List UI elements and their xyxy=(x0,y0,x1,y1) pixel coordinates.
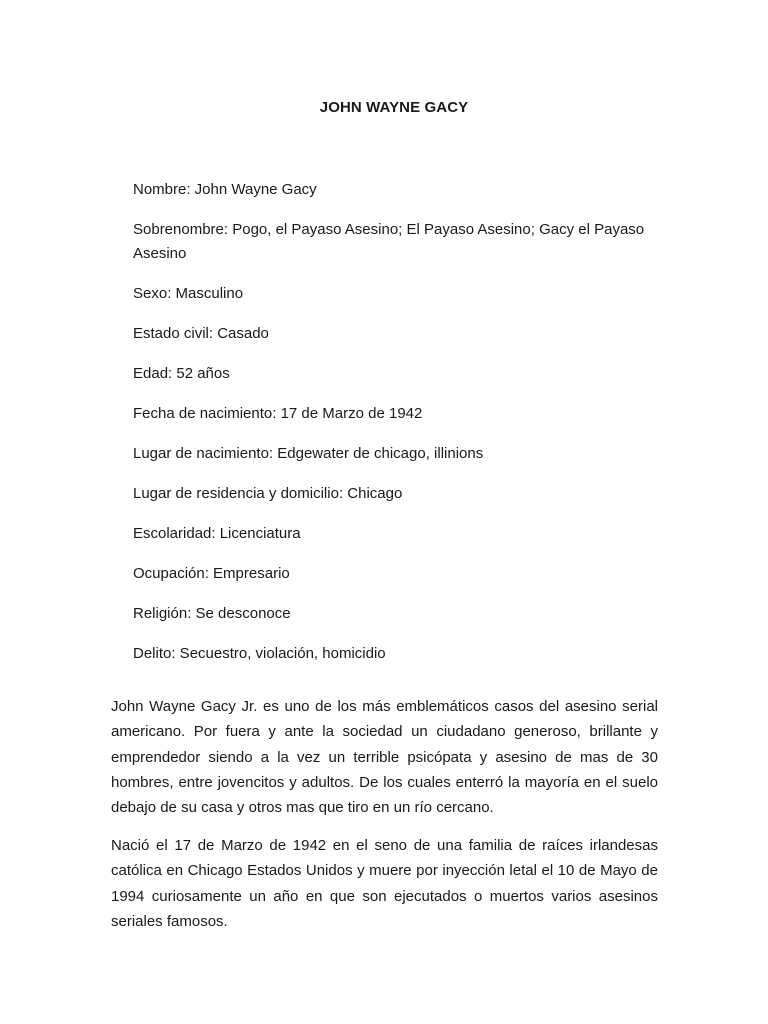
profile-field-list xyxy=(133,178,663,682)
field-sobrenombre: Sobrenombre: Pogo, el Payaso Asesino; El Payaso Asesino; Gacy el Payaso Asesino xyxy=(133,221,645,262)
body-paragraph-2: Nació el 17 de Marzo de 1942 en el seno de una familia de raíces irlandesas católica en Chicago Estados Unidos y muere por inyección letal el 10 de Mayo de 1994 curiosamente un año en que son ejecutados o muertos varios asesinos seriales famosos. xyxy=(111,837,658,930)
field-lugar-nacimiento: Lugar de nacimiento: Edgewater de chicago, illinions xyxy=(133,445,484,462)
field-sexo: Sexo: Masculino xyxy=(133,285,244,302)
field-nombre: Nombre: John Wayne Gacy xyxy=(133,181,317,198)
body-paragraph-1: John Wayne Gacy Jr. es uno de los más emblemáticos casos del asesino serial americano. Por fuera y ante la sociedad un ciudadano generoso, brillante y emprendedor siendo a la vez un terrible psicópata y asesino de mas de 30 hombres, entre jovencitos y adultos. De los cuales enterró la mayoría en el suelo debajo de su casa y otros mas que tiro en un río cercano. xyxy=(111,698,658,817)
field-escolaridad: Escolaridad: Licenciatura xyxy=(133,525,301,542)
field-religion: Religión: Se desconoce xyxy=(133,605,291,622)
field-residencia: Lugar de residencia y domicilio: Chicago xyxy=(133,485,403,502)
field-delito: Delito: Secuestro, violación, homicidio xyxy=(133,645,386,662)
document-title: JOHN WAYNE GACY xyxy=(319,99,469,116)
field-fecha-nacimiento: Fecha de nacimiento: 17 de Marzo de 1942 xyxy=(133,405,423,422)
field-estado-civil: Estado civil: Casado xyxy=(133,325,269,342)
field-edad: Edad: 52 años xyxy=(133,365,230,382)
field-ocupacion: Ocupación: Empresario xyxy=(133,565,290,582)
